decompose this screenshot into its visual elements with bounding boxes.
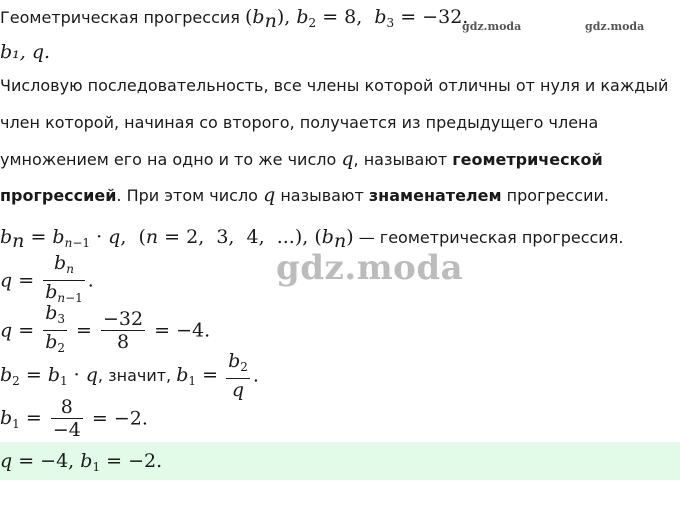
theory-line: Числовую последовательность, все члены которой отличны от нуля и каждый <box>0 76 669 95</box>
ratio-formula: q = $\frac{b_n}{b_{n-1}}$ . <box>0 252 94 305</box>
general-formula: $b_n = b_{n-1} \cdot q$, (n = 2, 3, 4, ...), $(b_n)$ — геометрическая прогрессия. <box>0 226 624 252</box>
theory-line: прогрессией. При этом число q называют знаменателем прогрессии. <box>0 184 609 206</box>
term-ratio: знаменателем <box>368 186 502 205</box>
task-condition: Геометрическая прогрессия $(b_n)$, $b_2 = 8$, $b_3 = -32$. <box>0 6 469 32</box>
b1-calculation: $b_1$ = $\frac{8}{-4}$ = −2. <box>0 396 148 441</box>
b1-expression: $b_2 = b_1 \cdot q$, значит, $b_1$ = $\frac{b_2}{q}$ . <box>0 350 259 401</box>
formula-caption: — геометрическая прогрессия. <box>358 228 624 247</box>
theory-line: член которой, начиная со второго, получается из предыдущего члена <box>0 113 599 132</box>
answer: q = −4, $b_1 = -2$. <box>0 450 163 474</box>
watermark-large: gdz.moda <box>276 248 464 288</box>
q-calculation: q = $\frac{b_3}{b_2}$ = $\frac{-32}{8}$ = −4. <box>0 302 211 355</box>
term-geometric: геометрической <box>452 150 603 169</box>
watermark-small: gdz.moda <box>462 20 522 33</box>
theory-line: умножением его на одно и то же число q, называют геометрической <box>0 148 603 170</box>
task-prefix: Геометрическая прогрессия <box>0 8 240 27</box>
watermark-small: gdz.moda <box>585 20 645 33</box>
term-progression: прогрессией <box>0 186 117 205</box>
task-find: b₁, q. <box>0 41 51 63</box>
